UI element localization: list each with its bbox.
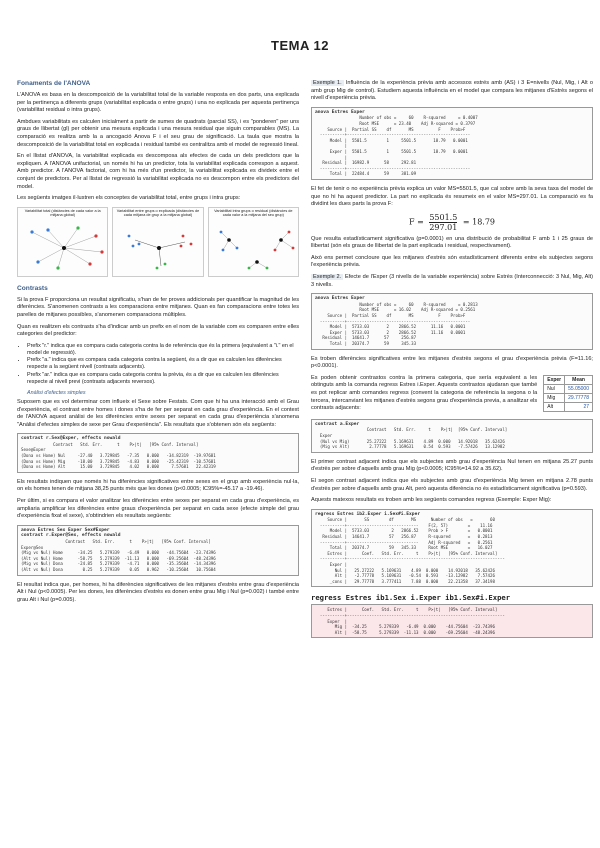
stata-output-contrast-exper: anova Estres Sex Exper Sex#Exper contrast r.Exper@Sex, effects nowald Contrast Std. Err. t P>|t| [95% Conf. Interval] Exper@Sex (Mig vs Nul) Home -34.25 5.279339 -6.49 0.000 -44.75604 -23.74396 (Alt vs Nul) Home -58.75 5.279339 -11.13 0.000 -69.25604 -48.24396 (Mig vs Nul) Dona -24.85 5.279339 -4.71 0.000 -35.35604 -14.34396 (Alt vs Nul) Dona 0.25 5.279339 0.05 0.962 -10.25604 10.75604 bbox=[17, 525, 299, 576]
paragraph: Suposem que es vol determinar com influeix el Sexe sobre Festats. Com que hi ha una interacció amb el Grau d'experiència, el contrast entre homes i dones s'ha de fer per separat en cada grau d'experiència. En el context de l'ANOVA aquest anàlisi de les diferències entre sexes per separat en cada grau d'experiència s'anomena "Anàlisi d'efectes simples de sexe per Grau d'experiència". Els resultats que s'obtenen són els següents: bbox=[17, 398, 299, 428]
table-row: Nul 55.05000 bbox=[544, 384, 593, 393]
paragraph: Les següents imatges il·lustren els conceptes de variabilitat total, entre grups i intra grups: bbox=[17, 195, 241, 202]
stata-output-contrast-adjacent: contrast a.Exper Contrast Std. Err. t P>|t| [95% Conf. Interval] Exper (Nul vs Mig) 25.27222 5.169631 4.89 0.000 14.92018 35.62426 (Mig vs Alt) 2.77778 5.169631 0.54 0.593 -7.57426 13.12982 bbox=[311, 419, 593, 453]
scatter-total-graphic bbox=[18, 222, 110, 274]
paragraph: Quan es realitzen els contrasts s'ha d'indicar amb un prefix en el nom de la variable com es comparen entre elles categories del predictor: bbox=[17, 323, 299, 338]
paragraph: Es troben diferències significatives entre les mitjanes d'estrès segons el grau d'experiència prèvia (F=11.16; p<0.0001). bbox=[311, 355, 593, 370]
list-item: • Prefix "a." indica que es compara cada categoria contra la següent, és a dir que es calculen les diferències respecte a la següent nivell (contrasts adjacents). bbox=[27, 357, 299, 371]
diagram-total bbox=[17, 207, 108, 277]
diagram-caption: Variabilitat intra grups o residual (distàncies de cada valor a la mitjana del seu grup) bbox=[214, 208, 293, 218]
paragraph: Els resultats indiquen que només hi ha diferències significatives entre sexes en el grup amb experiència nul·la, on els homes tenen de mitjana 38,25 punts més que les dones (p<0.0005; IC95%=-45.17 a -19.46). bbox=[17, 478, 299, 493]
stata-output-anova-1: anova Estres Exper Number of obs = 60 R-squared = 0.4007 Root MSE = 23.40 Adj R-squared = 0.3797 Source | Partial SS df MS F Prob>F ----------+-------------------------------------------------- Model | 5501.5 1 5501.5 18.79 0.0001 | Exper | 5501.5 1 5501.5 18.79 0.0001 | Residual | 16982.9 58 292.81 ----------+-------------------------------------------------- Total | 22484.4 59 381.09 bbox=[311, 107, 593, 180]
paragraph: El fet de tenir o no experiència prèvia explica un valor MS=5501.5, que cal sobre amb la seva taxa del model de que no hi ha aquest predictor. La part no explicada és resumeix en el valor MS=297.01. La comparació es fa dividint les dues parts la prova F: bbox=[311, 185, 593, 208]
paragraph: Si la prova F proporciona un resultat significatiu, s'han de fer proves addicionals per quantificar la magnitud de les diferències. S'anomenen contrasts a les comparacions entre mitjanes. Quan es fan comparacions entre totes les parelles de mitjanes possibles, s'anomenen comparacions múltiples. bbox=[17, 296, 299, 318]
section-heading-contrasts: Contrasts bbox=[17, 284, 48, 292]
paragraph: Es poden obtenir contrastos contra la primera categoria, que sería equivalent a les obtinguts amb la comanda regress Estres i.Exper. Aquests contrastos ajudaran que també es pot replicar amb comandes regress (convent la categoria de referència la segona o la tercera, intercanviant les mitjanes d'estrès segons grau d'experiència previa, a analitzar els contrasts adjacents: bbox=[311, 374, 538, 412]
means-table: Exper Mean Nul 55.05000 Mig 29.77778 Alt 27 bbox=[543, 375, 593, 412]
regress-command-heading: regress Estres ib1.Sex i.Exper ib1.Sex#i.Exper bbox=[311, 593, 511, 603]
stata-output-regress-2: Estres | Coef. Std. Err. t P>|t| [95% Conf. Interval] ----------+---------------------------------------------------------------- Exper | Mig | -34.25 5.279339 -6.49 0.000 -44.75604 -23.74396 Alt | -58.75 5.279339 -11.13 0.000 -69.25604 -48.24396 bbox=[311, 604, 593, 638]
list-item: • Prefix "ar." indica que es compara cada categoria contra la prèvia, és a dir que es calculen les diferències respecte al nivell previ (contrasts adjacents reversos). bbox=[27, 372, 299, 386]
paragraph: El resultat indica que, per homes, hi ha diferències significatives de les mitjanes d'estrès entre grau d'experiència Alt i Nul (p<0.0005). Per les dones, les diferències d'estrès es donen entre grau Mig i Nul (p=0.002) i també entre grau Alt i Nul (p=0.005). bbox=[17, 581, 299, 603]
scatter-between-graphic bbox=[113, 222, 205, 274]
example-label: Exemple 2. bbox=[313, 274, 342, 281]
paragraph: Ambdues variabilitats es calculen inicialment a partir de sumes de quadrats (parcial SS), i es "ponderen" per uns graus de llibertat (gl) per obtenir una mesura explicada i una mesura residual que siguin comparables (MS). La comparació es realitza amb la a ancogació Anova F i el seu grau de significació. La taula que mostra la descomposició de la variabilitat total en explicada i residual també es centralitza amb el model de regressió lineal. bbox=[17, 118, 299, 148]
table-row: Mig 29.77778 bbox=[544, 393, 593, 402]
stata-output-contrast-sex: contrast r.Sex@Exper, effects nowald Contrast Std. Err. t P>|t| [95% Conf. Interval] Sexe@Exper (Dona vs Home) Nul -27.40 3.729845 -7.35 0.000 -34.82319 -19.97681 (Dona vs Home) Mig -18.00 3.729845 -4.83 0.000 -25.42319 -10.57681 (Dona vs Home) Alt 15.00 3.729845 4.02 0.000 7.57681 22.42319 bbox=[17, 433, 299, 473]
stata-output-regress-1: regress Estres ib2.Exper i.Sex#i.Exper Source | SS df MS Number of obs = 60 ----------+----------------------------- F(2, 57) = 11.16 Model | 5733.03 2 2866.52 Prob > F = 0.0001 Residual | 14641.7 57 256.87 R-squared = 0.2813 ----------+----------------------------- Adj R-squared = 0.2561 Total | 20374.7 59 345.33 Root MSE = 16.027 Estres | Coef. Std. Err. t P>|t| [95% Conf. Interval] ----------+---------------------------------------------------------------- Exper | Nul | 25.27222 5.169631 4.89 0.000 14.92018 35.62426 Alt | -2.77778 5.169631 -0.54 0.593 -13.12982 7.57426 _cons | 29.77778 3.777411 7.88 0.000 22.21358 37.34198 bbox=[311, 509, 593, 588]
example-2-intro: Exemple 2. Efecte de l'Exper (3 nivells de la variable experiència) sobre Estrès (Interconnecció: 3 Nul, Mig, Alt) 3 nivells. bbox=[311, 274, 594, 288]
example-label: Exemple 1. bbox=[313, 80, 342, 86]
list-item: • Prefix "r." indica que es compara cada categoria contra la de referència que és la primera (equivalent a "i." en el model de regressió). bbox=[27, 343, 299, 357]
paragraph: Això ens permet concloure que les mitjanes d'estrès són estadísticament diferents entre els subjectes segons l'experiència prèvia. bbox=[311, 254, 593, 269]
paragraph: Que resulta estadísticament significativa (p=0.0001) en una distribució de probabilitat F amb 1 i 25 graus de llibertat (són els graus de llibertat de la part explicada i residual, respectivament). bbox=[311, 235, 593, 250]
left-column bbox=[17, 80, 299, 608]
diagram-within bbox=[208, 207, 299, 277]
stata-output-anova-2: anova Estres Exper Number of obs = 60 R-squared = 0.2813 Root MSE = 16.02 Adj R-squared = 0.2561 Source | Partial SS df MS F Prob>F ----------+-------------------------------------------------- Model | 5733.03 2 2866.52 11.16 0.0001 Exper | 5733.03 2 2866.52 11.16 0.0001 Residual | 14641.7 57 256.87 Total | 20374.7 59 345.33 bbox=[311, 293, 593, 349]
right-column bbox=[311, 80, 593, 644]
variability-diagrams bbox=[17, 207, 299, 277]
scatter-within-graphic bbox=[209, 222, 301, 274]
f-formula: F = $\frac{5501.5}{297.01}$ = 18.79 bbox=[408, 212, 496, 232]
diagram-between bbox=[112, 207, 203, 277]
paragraph: El primer contrast adjacent indica que els subjectes amb grau d'experiència Nul tenen en mitjana 25.27 punts d'estrès per sobre d'aquells amb grau Mig (p<0.0005; IC95%=14.92 a 35.62). bbox=[311, 458, 593, 473]
section-heading-fonaments: Fonaments de l'ANOVA bbox=[17, 80, 91, 87]
prefix-list bbox=[17, 343, 299, 386]
paragraph: El segon contrast adjacent indica que els subjectes amb grau d'experiència Mig tenen en mitjana 2.78 punts d'estrès per sobre d'aquells amb grau Alt, però aquesta diferència no és estadísticament significativa (p=0.593). bbox=[311, 477, 593, 492]
diagram-caption: Variabilitat entre grups o explicada (distàncies de cada mitjana de grup a la mitjana global) bbox=[116, 208, 200, 218]
paragraph: En el llistat d'ANOVA, la variabilitat explicada es descomposa als efectes de cada un dels predictors que la expliquen. A l'ANOVA unifactorial, un només hi ha un predictor, tota la variabilitat explicada correspon a aquest. Amb predictor. A l'ANOVA factorial, com hi ha més d'un predictor, la variabilitat explicada es divideix entre el conjunt de predictors. Per al llistat de regressió la variabilitat explicada no es descompon entre els predictors del model. bbox=[17, 153, 299, 190]
table-row: Alt 27 bbox=[544, 402, 593, 411]
page-title: TEMA 12 bbox=[271, 38, 329, 53]
example-1-intro: Exemple 1. Influència de la experiència prèvia amb accessos estrés amb (AS) i 3 E=nivells (Nul, Mig, i Alt o amb grup Mig de control). Estudiem aquesta influència en el model que compara les mitjanes d'Estrès segons el nivell d'experiència prèvia. bbox=[311, 80, 593, 102]
f-denominator: 297.01 bbox=[429, 222, 458, 232]
subheading-simple-effects: Anàlisi d'efectes simples bbox=[27, 389, 86, 396]
diagram-caption: Variabilitat total (distàncies de cada valor a la mitjana global) bbox=[24, 208, 101, 218]
paragraph: Per últim, si es compara el valor analitzar les diferències entre sexes per separat en cada grau d'experiència, es ampliaria amplificar les diferències entre graus d'experiència per separat en cada sexe (efecte simple del grau d'experiència fixat el sexe), s'obtindrien els resultats següents: bbox=[17, 498, 299, 520]
paragraph: Aquests matexos resultats es troben amb les següents comandes regress (Exemple: Exper Mig): bbox=[311, 497, 552, 504]
paragraph: L'ANOVA es basa en la descomposició de la variabilitat total de la variable resposta en dos parts, una explicada per la pertinença a diferents grups (variabilitat explicada o entre grups) i una no explicada per aquesta pertinença (variabilitat residual o intra grups). bbox=[17, 92, 299, 114]
f-numerator: 5501.5 bbox=[429, 212, 458, 222]
